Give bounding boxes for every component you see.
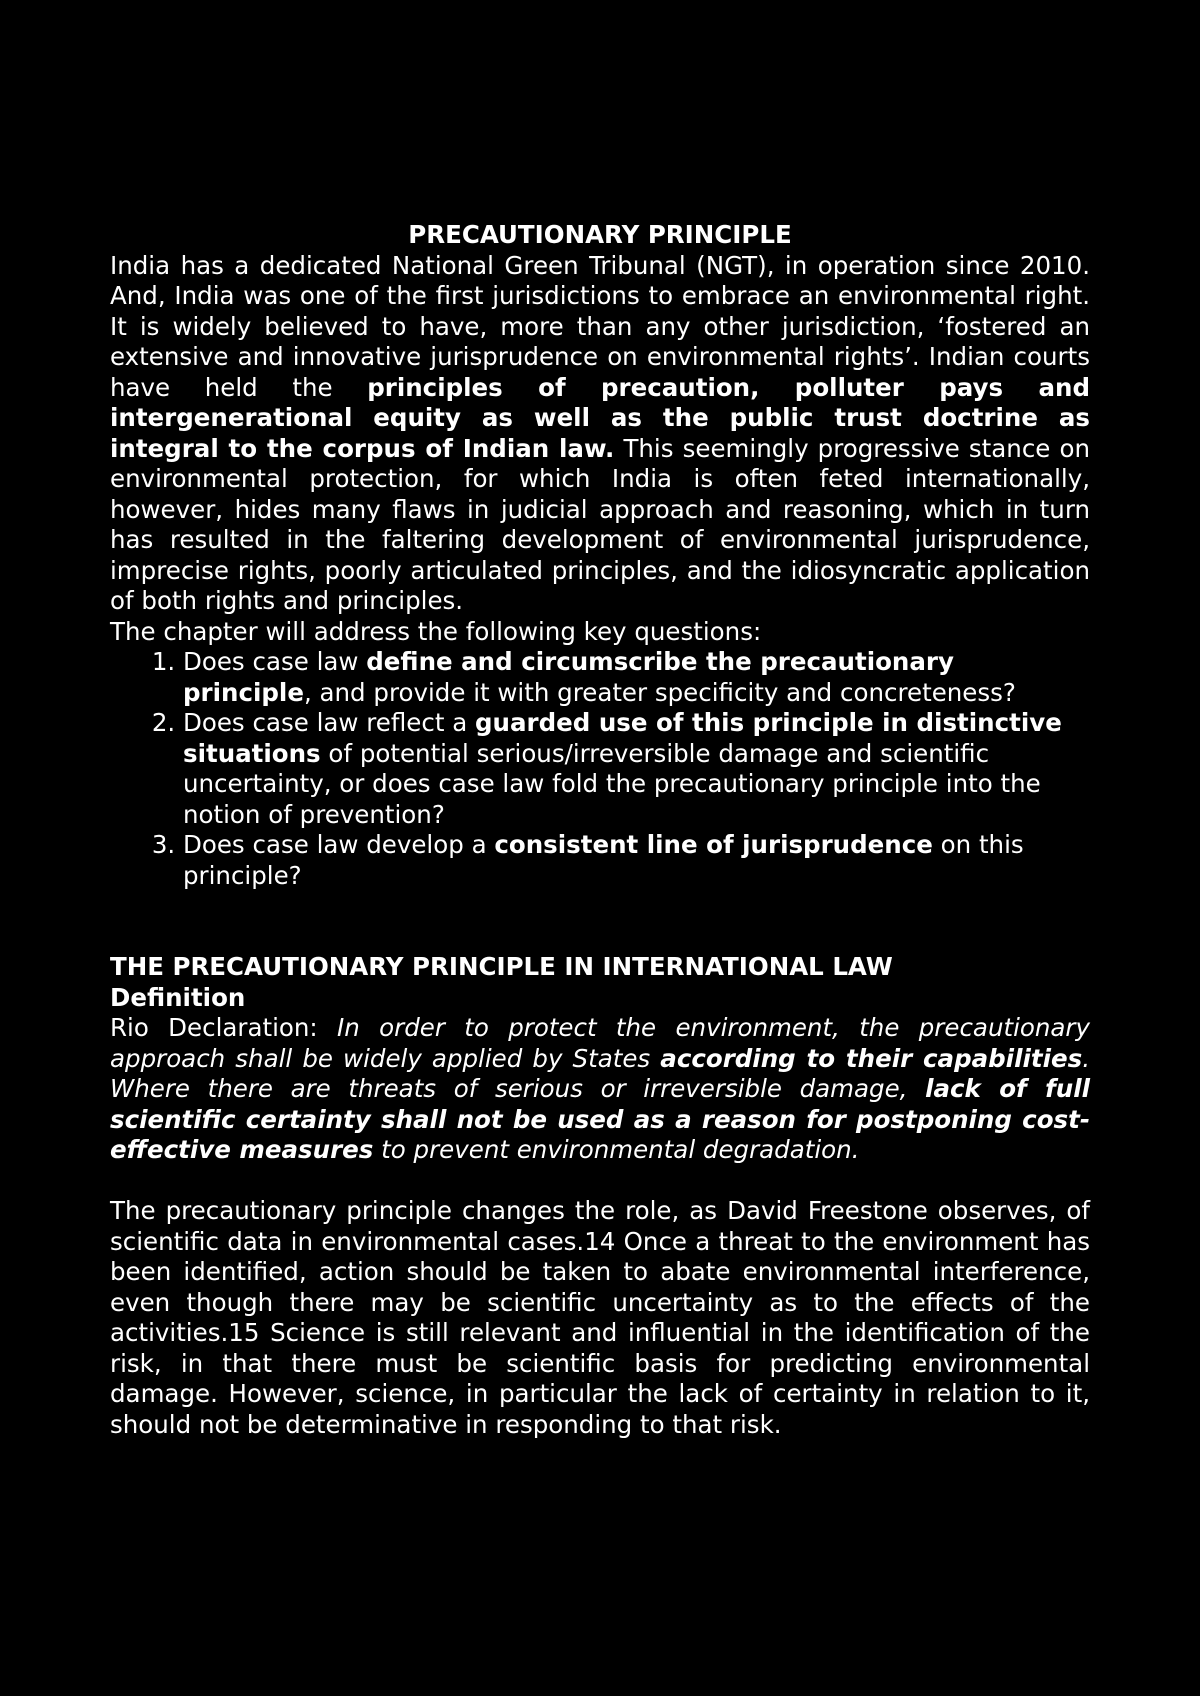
rio-bold-italic-1: according to their capabilities (660, 1043, 1083, 1073)
document-page (110, 220, 1090, 1440)
list-item (183, 647, 1090, 708)
page-title: PRECAUTIONARY PRINCIPLE (408, 220, 792, 249)
list-item (183, 830, 1090, 891)
questions-list (110, 647, 1090, 891)
subsection-heading: Definition (110, 982, 246, 1012)
intro-text-bold: principles of precaution, polluter pays and intergenerational equity as well as the public trust doctrine as integral to the corpus of Indian law. (110, 372, 1090, 463)
question-3-pre: Does case law develop a (183, 830, 495, 859)
questions-intro: The chapter will address the following key questions: (110, 616, 762, 646)
rio-italic-3: to prevent environmental degradation. (373, 1135, 860, 1164)
question-3-bold: consistent line of jurisprudence (494, 830, 933, 859)
rio-label: Rio Declaration: (110, 1013, 338, 1042)
section-spacer (110, 891, 1090, 952)
question-1-post: , and provide it with greater specificity and concreteness? (303, 677, 1016, 707)
question-2-post: of potential serious/irreversible damage and scientific uncertainty, or does case law fold the precautionary principle into the notion of prevention? (183, 738, 1041, 829)
question-1-pre: Does case law (183, 647, 367, 676)
intro-paragraph (110, 251, 1090, 617)
closing-paragraph: The precautionary principle changes the role, as David Freestone observes, of scientific data in environmental cases.14 Once a threat to the environment has been identified, action should be taken to abate environmental interference, even though there may be scientific uncertainty as to the effects of the activities.15 Science is still relevant and influential in the identification of the risk, in that there must be scientific basis for predicting environmental damage. However, science, in particular the lack of certainty in relation to it, should not be determinative in responding to that risk. (110, 1196, 1090, 1439)
paragraph-spacer (110, 1166, 1090, 1197)
question-2-bold: guarded use of this principle in distinctive situations (183, 708, 1062, 768)
question-3-post: on this principle? (183, 830, 1024, 890)
intro-text-part1: India has a dedicated National Green Tribunal (NGT), in operation since 2010. And, India was one of the first jurisdictions to embrace an environmental right. It is widely believed to have, more than any other jurisdiction, ‘fostered an extensive and innovative jurisprudence on environmental rights’. Indian courts have held the (110, 250, 1090, 402)
list-item (183, 708, 1090, 830)
intro-text-part2: This seemingly progressive stance on environmental protection, for which India is often feted internationally, however, hides many flaws in judicial approach and reasoning, which in turn has resulted in the faltering development of environmental jurisprudence, imprecise rights, poorly articulated principles, and the idiosyncratic application of both rights and principles. (110, 433, 1090, 615)
rio-bold-italic-2: lack of full scientific certainty shall not be used as a reason for postponing cost-effective measures (110, 1074, 1090, 1164)
section-heading: THE PRECAUTIONARY PRINCIPLE IN INTERNATIONAL LAW (110, 952, 893, 981)
question-2-pre: Does case law reflect a (183, 708, 476, 737)
rio-declaration-paragraph (110, 1013, 1090, 1166)
question-1-bold: define and circumscribe the precautionary principle (183, 647, 954, 707)
rio-italic-1: In order to protect the environment, the precautionary approach shall be widely applied by States (110, 1013, 1090, 1073)
rio-italic-2: . Where there are threats of serious or irreversible damage, (110, 1043, 1090, 1103)
